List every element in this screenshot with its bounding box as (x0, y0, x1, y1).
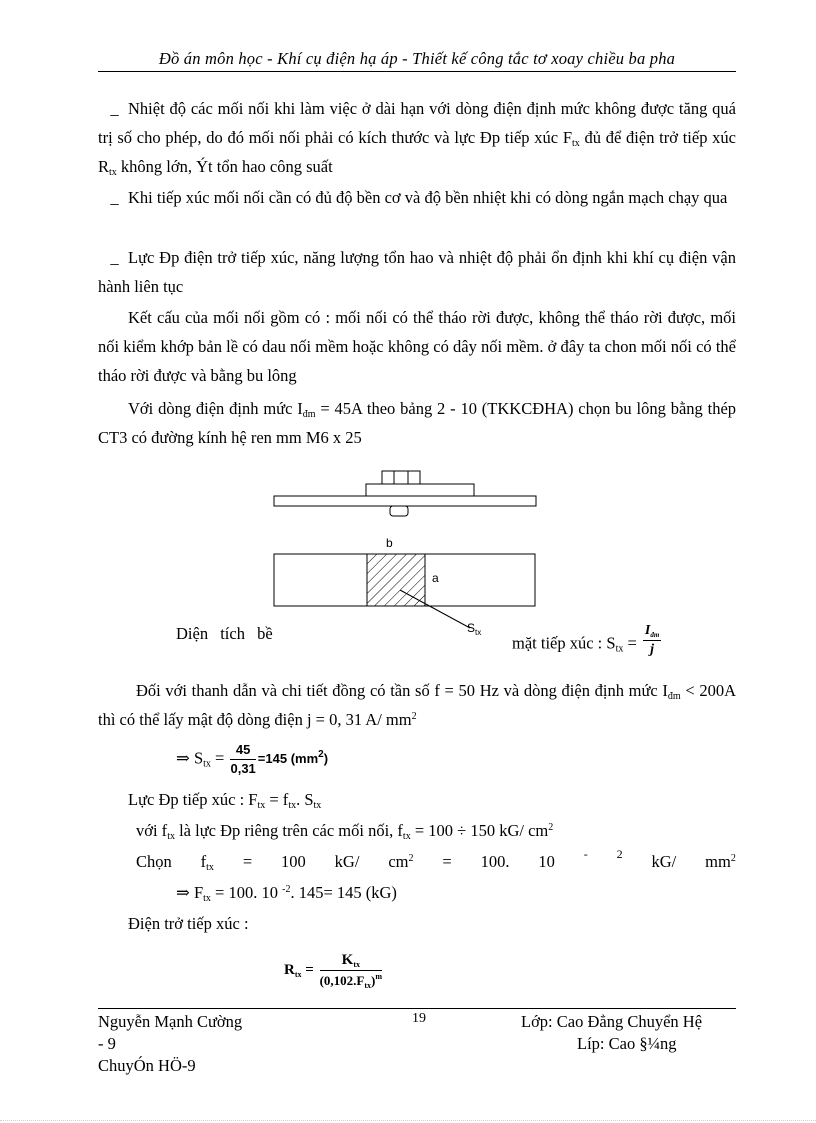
bullet-dash: _ (98, 99, 119, 118)
paragraph-stability: _ Lực Đp điện trở tiếp xúc, năng lượng tổn hao và nhiệt độ phải ổn định khi khí cụ điện vận hành liên tục (98, 243, 736, 301)
area-value-fraction: $\frac{45}{0,31}$ (230, 742, 256, 776)
busbar-overlap-side (366, 484, 474, 496)
paragraph-current-density: Đối với thanh dẫn và chi tiết đồng có tần số f = 50 Hz và dòng điện định mức $I_{đm} < 200A$ thì có thể lấy mật độ dòng điện j = 0, 31 A/ $mm^2$ (98, 681, 736, 729)
dimension-label-b: b (386, 536, 393, 550)
bullet-dash: _ (98, 248, 119, 267)
paragraph-mechanical-strength: _ Khi tiếp xúc mối nối cần có đủ độ bền cơ và độ bền nhiệt khi có dòng ngắn mạch chạy qua (98, 183, 736, 212)
resistance-fraction: $\frac{K_{tx}}{(0,102.F_{tx})^m}$ (319, 952, 383, 990)
paragraph-bolt-selection: Với dòng điện định mức $I_{đm} = 45A$ theo bảng 2 - 10 (TKKCĐHA) chọn bu lông bằng thép CT3 có đường kính hệ ren mm M6 x 25 (98, 399, 737, 447)
page-header-title: Đồ án môn học - Khí cụ điện hạ áp - Thiết kế công tắc tơ xoay chiều ba pha (158, 49, 676, 68)
footer-author-suffix: - 9 (98, 1034, 116, 1053)
footer-class-garbled: Líp: Cao §¼ng (577, 1034, 677, 1053)
area-label-left: Diện tích bề (176, 624, 273, 643)
paragraph-joint-temperature: _ Nhiệt độ các mối nối khi làm việc ở dài hạn với dòng điện định mức không được tăng quá trị số cho phép, do đó mối nối phải có kích thước và lực Đp tiếp xúc $F_{tx}$ đủ để điện trở tiếp xúc $R_{tx}$ không lớn, Ýt tổn hao công suất (98, 94, 736, 181)
bullet-dash: _ (98, 188, 119, 207)
dimension-label-a: a (432, 571, 439, 585)
paragraph-joint-structure: Kết cấu của mối nối gồm có : mối nối có thể tháo rời được, không thể tháo rời được, mối nối kiểm khớp bản lề có dau nối mềm hoặc không có dây nối mềm. ở đây ta chon mối nối có thể tháo rời được và bằng bu lông (98, 308, 736, 385)
busbar-side-view (274, 496, 536, 506)
contact-area-hatch (367, 554, 425, 606)
contact-resistance-formula: $R_{tx}$ = $\frac{K_{tx}}{(0,102.F_{tx})^m}$ (284, 952, 383, 990)
bolt-head (382, 471, 420, 484)
page-bottom-edge (0, 1120, 816, 1121)
chosen-specific-force-line: Chọn $f_{tx}$ = 100 kG/ $cm^2$ = 100. 10 - 2 kG/ $mm^2$ (136, 847, 736, 873)
footer-class: Lớp: Cao Đẳng Chuyển Hệ (521, 1012, 703, 1031)
footer-divider (98, 1008, 736, 1009)
contact-area-label: $S_{tx}$ (467, 621, 482, 637)
area-formula: mặt tiếp xúc : $S_{tx}$ = $\frac{I_{đm}}{j}$ (512, 623, 660, 657)
specific-force-line: với $f_{tx}$ là lực Đp riêng trên các mối nối, $f_{tx} = 100 \div 150$ kG/ $cm^2$ (136, 821, 554, 842)
contact-force-formula: Lực Đp tiếp xúc : $F_{tx} = f_{tx}$. $S_{tx}$ (128, 790, 322, 811)
contact-force-calculation: ⇒ $F_{tx} = 100$. 10 $^{-2}$. 145= 145 (kG) (176, 883, 397, 904)
bolt-nut (390, 506, 408, 516)
footer-author: Nguyễn Mạnh Cường (98, 1012, 243, 1031)
page-number: 19 (412, 1011, 426, 1026)
footer-author-garbled: ChuyÓn HÖ-9 (98, 1056, 196, 1075)
area-fraction: $\frac{I_{đm}}{j}$ (644, 623, 660, 657)
resistance-label: Điện trở tiếp xúc : (128, 914, 249, 933)
contact-area-calculation: ⇒ $S_{tx}$ = $\frac{45}{0,31}$ =145 $(mm^2)$ (176, 742, 329, 776)
